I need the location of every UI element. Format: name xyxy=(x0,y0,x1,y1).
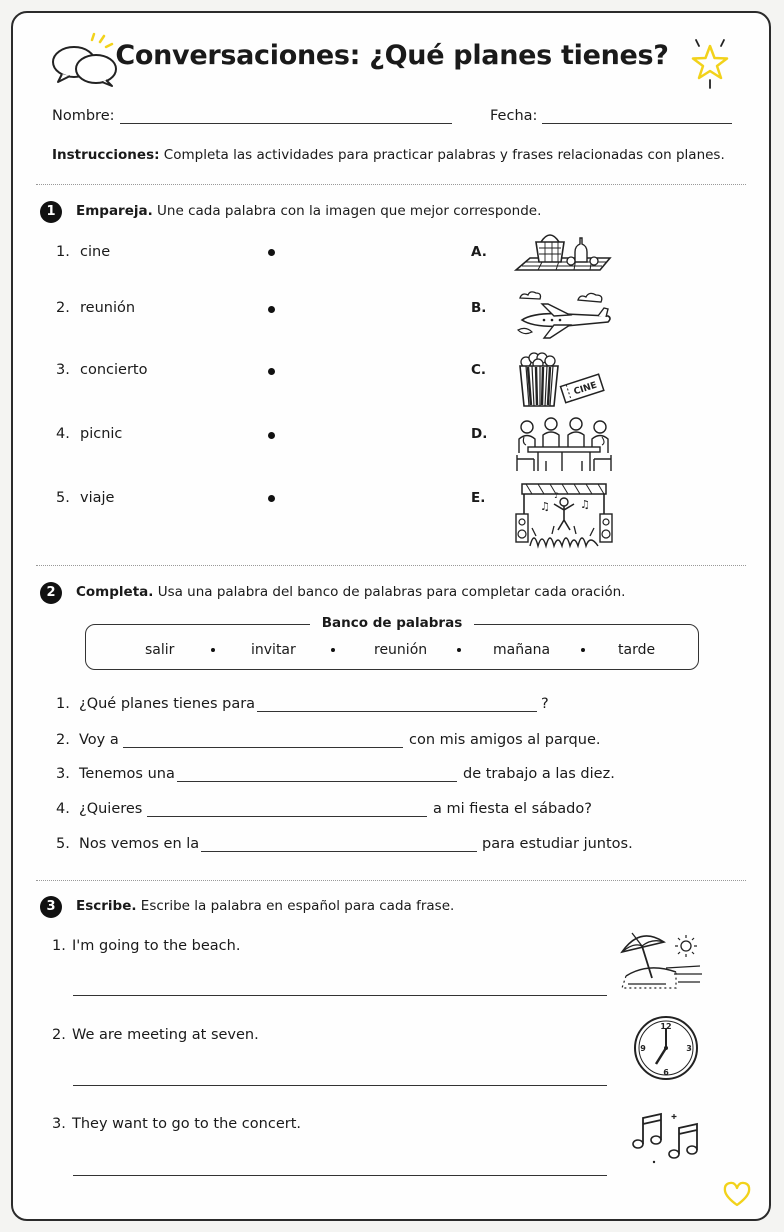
instructions xyxy=(52,147,725,163)
ticket-text: CINE xyxy=(572,380,599,398)
word-bank-title xyxy=(0,615,784,631)
concert-stage-icon xyxy=(514,480,614,548)
sentence-number: 5. xyxy=(56,836,70,852)
phrase-text: They want to go to the concert. xyxy=(72,1116,301,1132)
section-divider xyxy=(36,880,746,881)
match-letter: B. xyxy=(471,300,487,316)
sentence-end: con mis amigos al parque. xyxy=(409,732,601,748)
match-letter: C. xyxy=(471,362,487,378)
bank-word: salir xyxy=(145,642,175,658)
match-word: viaje xyxy=(80,490,115,506)
fill-blank[interactable] xyxy=(147,803,427,817)
sentence-number: 1. xyxy=(56,696,70,712)
sentence-start: Tenemos una xyxy=(79,766,175,782)
section2-heading xyxy=(76,584,625,600)
fill-blank[interactable] xyxy=(201,838,477,852)
meeting-table-icon xyxy=(514,415,614,473)
phrase-number: 2. xyxy=(52,1027,66,1043)
bank-word: invitar xyxy=(251,642,296,658)
name-field[interactable] xyxy=(120,110,452,124)
section3-instructions: Escribe la palabra en español para cada frase. xyxy=(140,898,455,914)
match-number: 1. xyxy=(56,244,70,260)
sentence-start: ¿Quieres xyxy=(79,801,143,817)
match-number: 3. xyxy=(56,362,70,378)
match-dot[interactable] xyxy=(268,495,275,502)
clock-number: 12 xyxy=(660,1022,672,1031)
match-letter: D. xyxy=(471,426,488,442)
instructions-text: Completa las actividades para practicar palabras y frases relacionadas con planes. xyxy=(163,147,725,163)
name-label: Nombre: xyxy=(52,108,115,124)
sentence-number: 3. xyxy=(56,766,70,782)
date-label: Fecha: xyxy=(490,108,538,124)
sentence-end: para estudiar juntos. xyxy=(482,836,633,852)
phrase-number: 1. xyxy=(52,938,66,954)
page-title: Conversaciones: ¿Qué planes tienes? xyxy=(115,40,669,71)
section2-instructions: Usa una palabra del banco de palabras para completar cada oración. xyxy=(157,584,626,600)
bank-separator xyxy=(211,648,215,652)
match-dot[interactable] xyxy=(268,306,275,313)
phrase-text: We are meeting at seven. xyxy=(72,1027,259,1043)
answer-line[interactable] xyxy=(73,1162,607,1176)
match-dot[interactable] xyxy=(268,432,275,439)
fill-blank[interactable] xyxy=(123,734,403,748)
section3-heading xyxy=(76,898,454,914)
sentence-start: ¿Qué planes tienes para xyxy=(79,696,256,712)
svg-text:♫: ♫ xyxy=(580,498,590,511)
svg-text:♪: ♪ xyxy=(554,491,560,500)
bank-word: mañana xyxy=(493,642,551,658)
sentence-start: Voy a xyxy=(79,732,119,748)
sentence-number: 2. xyxy=(56,732,70,748)
phrase-number: 3. xyxy=(52,1116,66,1132)
beach-umbrella-icon xyxy=(618,928,706,992)
answer-line[interactable] xyxy=(73,1072,607,1086)
picnic-icon xyxy=(514,230,614,278)
match-letter: E. xyxy=(471,490,486,506)
bank-separator xyxy=(331,648,335,652)
date-field[interactable] xyxy=(542,110,732,124)
music-notes-icon xyxy=(630,1110,702,1168)
answer-line[interactable] xyxy=(73,982,607,996)
section-number-3: 3 xyxy=(40,896,62,918)
instructions-label: Instrucciones: xyxy=(52,147,160,163)
svg-text:♫: ♫ xyxy=(540,500,550,513)
clock-icon xyxy=(632,1014,700,1082)
sentence-end: ? xyxy=(541,696,549,712)
match-dot[interactable] xyxy=(268,249,275,256)
sentence-end: de trabajo a las diez. xyxy=(463,766,615,782)
phrase-text: I'm going to the beach. xyxy=(72,938,241,954)
match-number: 4. xyxy=(56,426,70,442)
section-divider xyxy=(36,565,746,566)
word-bank-title-text: Banco de palabras xyxy=(310,615,474,631)
fill-blank[interactable] xyxy=(257,698,537,712)
popcorn-cinema-icon xyxy=(514,350,614,408)
match-word: concierto xyxy=(80,362,148,378)
match-word: reunión xyxy=(80,300,136,316)
section3-title: Escribe. xyxy=(76,898,137,914)
bank-word: reunión xyxy=(374,642,428,658)
sentence-number: 4. xyxy=(56,801,70,817)
bank-word: tarde xyxy=(618,642,656,658)
match-number: 2. xyxy=(56,300,70,316)
match-number: 5. xyxy=(56,490,70,506)
bank-separator xyxy=(581,648,585,652)
section-number-2: 2 xyxy=(40,582,62,604)
match-word: cine xyxy=(80,244,111,260)
match-letter: A. xyxy=(471,244,487,260)
star-icon xyxy=(686,36,734,92)
section1-instructions: Une cada palabra con la imagen que mejor corresponde. xyxy=(157,203,542,219)
fill-blank[interactable] xyxy=(177,768,457,782)
clock-number: 9 xyxy=(640,1044,646,1053)
sentence-end: a mi fiesta el sábado? xyxy=(433,801,592,817)
clock-number: 3 xyxy=(686,1044,692,1053)
airplane-icon xyxy=(514,290,614,342)
section-number-1: 1 xyxy=(40,201,62,223)
clock-number: 6 xyxy=(663,1068,669,1077)
section1-title: Empareja. xyxy=(76,203,153,219)
sentence-start: Nos vemos en la xyxy=(79,836,200,852)
heart-icon xyxy=(723,1181,751,1209)
match-word: picnic xyxy=(80,426,123,442)
section1-heading xyxy=(76,203,541,219)
match-dot[interactable] xyxy=(268,368,275,375)
section-divider xyxy=(36,184,746,185)
bank-separator xyxy=(457,648,461,652)
section2-title: Completa. xyxy=(76,584,154,600)
